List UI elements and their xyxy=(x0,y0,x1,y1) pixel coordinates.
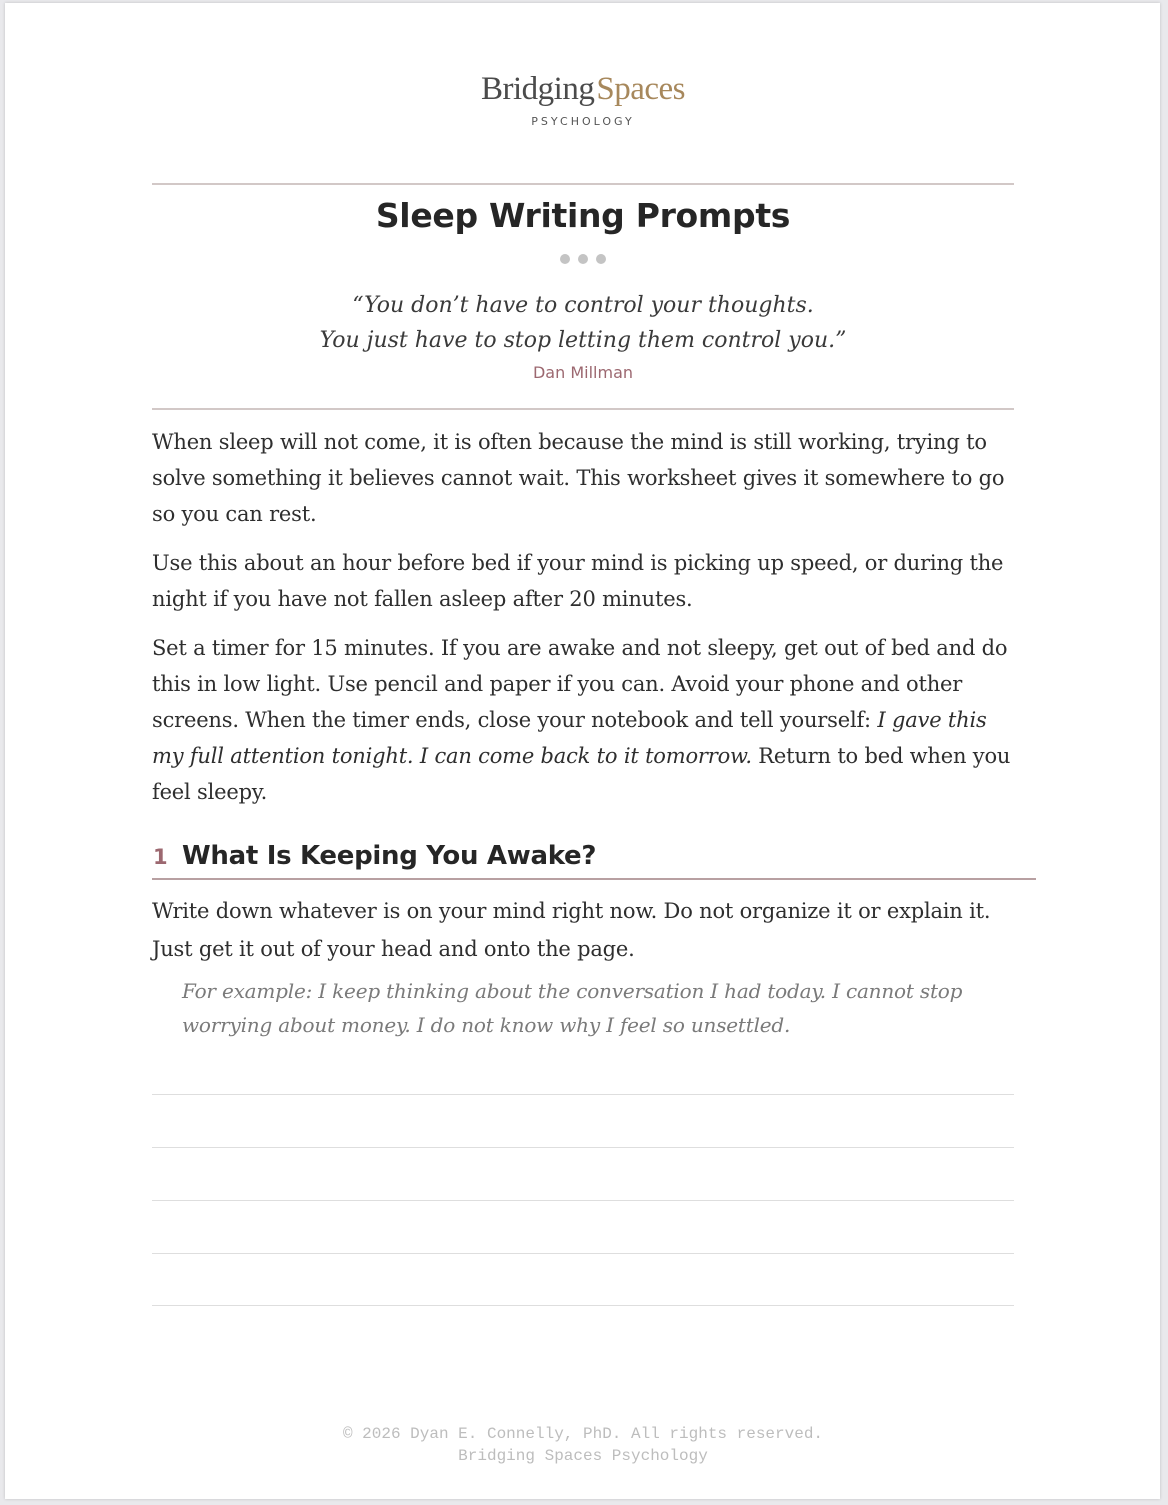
section-number: 1 xyxy=(153,845,168,869)
section-1-heading xyxy=(152,841,1036,880)
logo-name-part2: Spaces xyxy=(596,71,685,107)
ornament-dot xyxy=(578,254,588,264)
logo-subtitle: PSYCHOLOGY xyxy=(531,115,635,128)
writing-line[interactable] xyxy=(152,1147,1014,1148)
header-divider xyxy=(152,183,1014,185)
epigraph-quote xyxy=(152,288,1014,358)
footer-copyright: © 2026 Dyan E. Connelly, PhD. All rights reserved. xyxy=(342,1425,824,1443)
page-title: Sleep Writing Prompts xyxy=(375,196,791,235)
ornament-dot xyxy=(560,254,570,264)
footer-practice-name: Bridging Spaces Psychology xyxy=(458,1447,708,1465)
writing-line[interactable] xyxy=(152,1305,1014,1306)
quote-author: Dan Millman xyxy=(532,363,634,382)
paragraph3-italic: I gave this my full attention tonight. I can come back to it tomorrow. xyxy=(152,708,987,768)
intro-paragraph-3 xyxy=(152,630,1014,810)
paragraph3-start: Set a timer for 15 minutes. If you are awake and not sleepy, get out of bed and do this in low light. Use pencil and paper if you can. Avoid your phone and other screens. When the timer ends, close your notebook and tell yourself: xyxy=(152,636,1008,732)
page-footer xyxy=(152,1423,1014,1467)
quote-line-2: You just have to stop letting them control you.” xyxy=(319,328,847,353)
logo-wordmark xyxy=(152,69,1014,109)
quote-line-1: “You don’t have to control your thoughts. xyxy=(352,293,814,318)
section-title: What Is Keeping You Awake? xyxy=(182,841,597,871)
writing-line[interactable] xyxy=(152,1094,1014,1095)
intro-paragraph-1: When sleep will not come, it is often because the mind is still working, trying to solve something it believes cannot wait. This worksheet gives it somewhere to go so you can rest. xyxy=(152,430,1005,526)
intro-paragraph-2: Use this about an hour before bed if your mind is picking up speed, or during the night if you have not fallen asleep after 20 minutes. xyxy=(152,551,1004,611)
section-1-example: For example: I keep thinking about the conversation I had today. I cannot stop worrying about money. I do not know why I feel so unsettled. xyxy=(182,979,963,1037)
worksheet-page xyxy=(5,3,1160,1499)
practice-logo xyxy=(152,69,1014,128)
writing-line[interactable] xyxy=(152,1253,1014,1254)
quote-divider xyxy=(152,408,1014,410)
paragraph3-end: Return to bed when you feel sleepy. xyxy=(152,744,1011,804)
title-ornament xyxy=(152,254,1014,264)
ornament-dot xyxy=(596,254,606,264)
section-1-instruction: Write down whatever is on your mind right now. Do not organize it or explain it. Just get it out of your head and onto the page. xyxy=(152,899,991,961)
logo-name-part1: Bridging xyxy=(481,71,595,107)
writing-line[interactable] xyxy=(152,1200,1014,1201)
